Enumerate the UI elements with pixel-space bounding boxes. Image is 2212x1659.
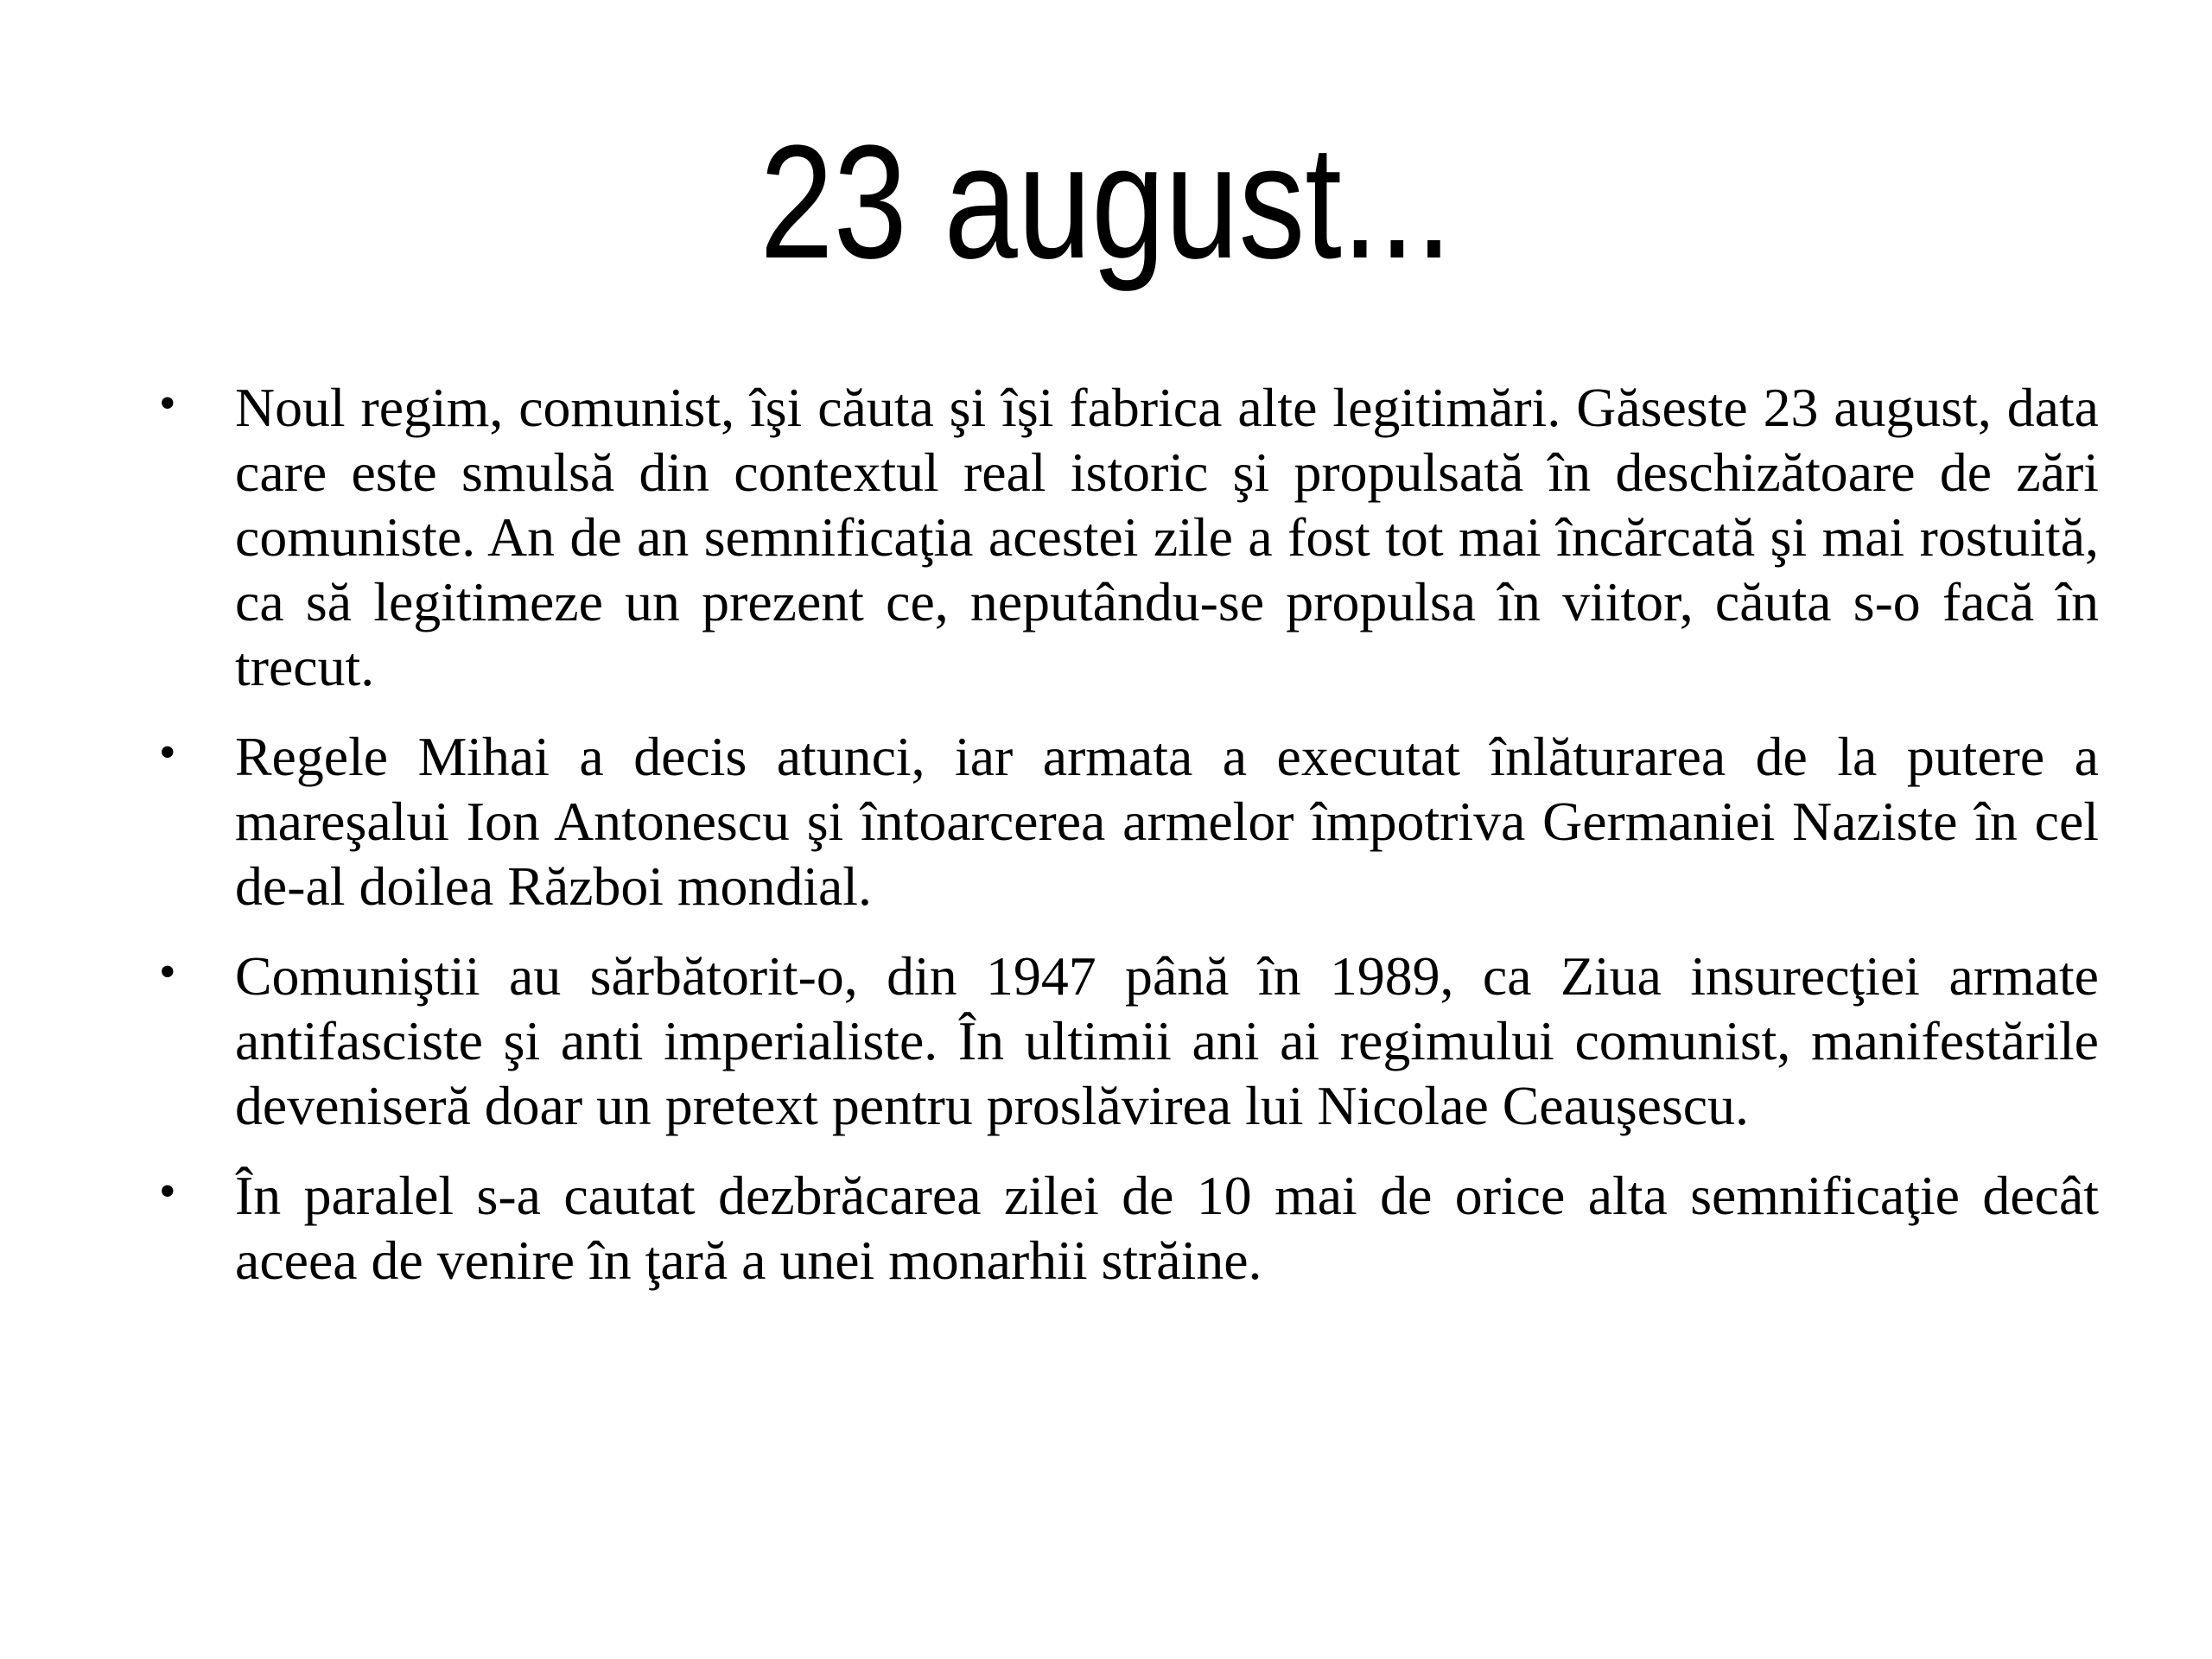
bullet-icon: • — [159, 1165, 176, 1218]
bullet-list — [159, 375, 2099, 1318]
bullet-item — [159, 944, 2099, 1138]
bullet-icon: • — [159, 945, 176, 999]
bullet-item — [159, 1163, 2099, 1293]
bullet-text: Noul regim, comunist, îşi căuta şi îşi fabrica alte legitimări. Găseste 23 august, data care este smulsă din contextul real istoric şi propulsată în deschizătoare de zări comuniste. An de an semnificaţia acestei zile a fost tot mai încărcată şi mai rostuită, ca să legitimeze un prezent ce, neputându-se propulsa în viitor, căuta s-o facă în trecut. — [235, 377, 2099, 697]
slide-title: 23 august... — [760, 111, 1452, 292]
bullet-icon: • — [159, 377, 176, 430]
bullet-icon: • — [159, 726, 176, 779]
bullet-item — [159, 724, 2099, 918]
bullet-text: Comuniştii au sărbătorit-o, din 1947 până în 1989, ca Ziua insurecţiei armate antifasciste şi anti imperialiste. În ultimii ani ai regimului comunist, manifestările deveniseră doar un pretext pentru proslăvirea lui Nicolae Ceauşescu. — [235, 945, 2099, 1136]
bullet-text: În paralel s-a cautat dezbrăcarea zilei de 10 mai de orice alta semnificaţie decât aceea de venire în ţară a unei monarhii străine. — [235, 1165, 2099, 1291]
bullet-item — [159, 375, 2099, 699]
bullet-text: Regele Mihai a decis atunci, iar armata a executat înlăturarea de la putere a mareşalui Ion Antonescu şi întoarcerea armelor împotriva Germaniei Naziste în cel de-al doilea Război mondial. — [235, 726, 2099, 917]
